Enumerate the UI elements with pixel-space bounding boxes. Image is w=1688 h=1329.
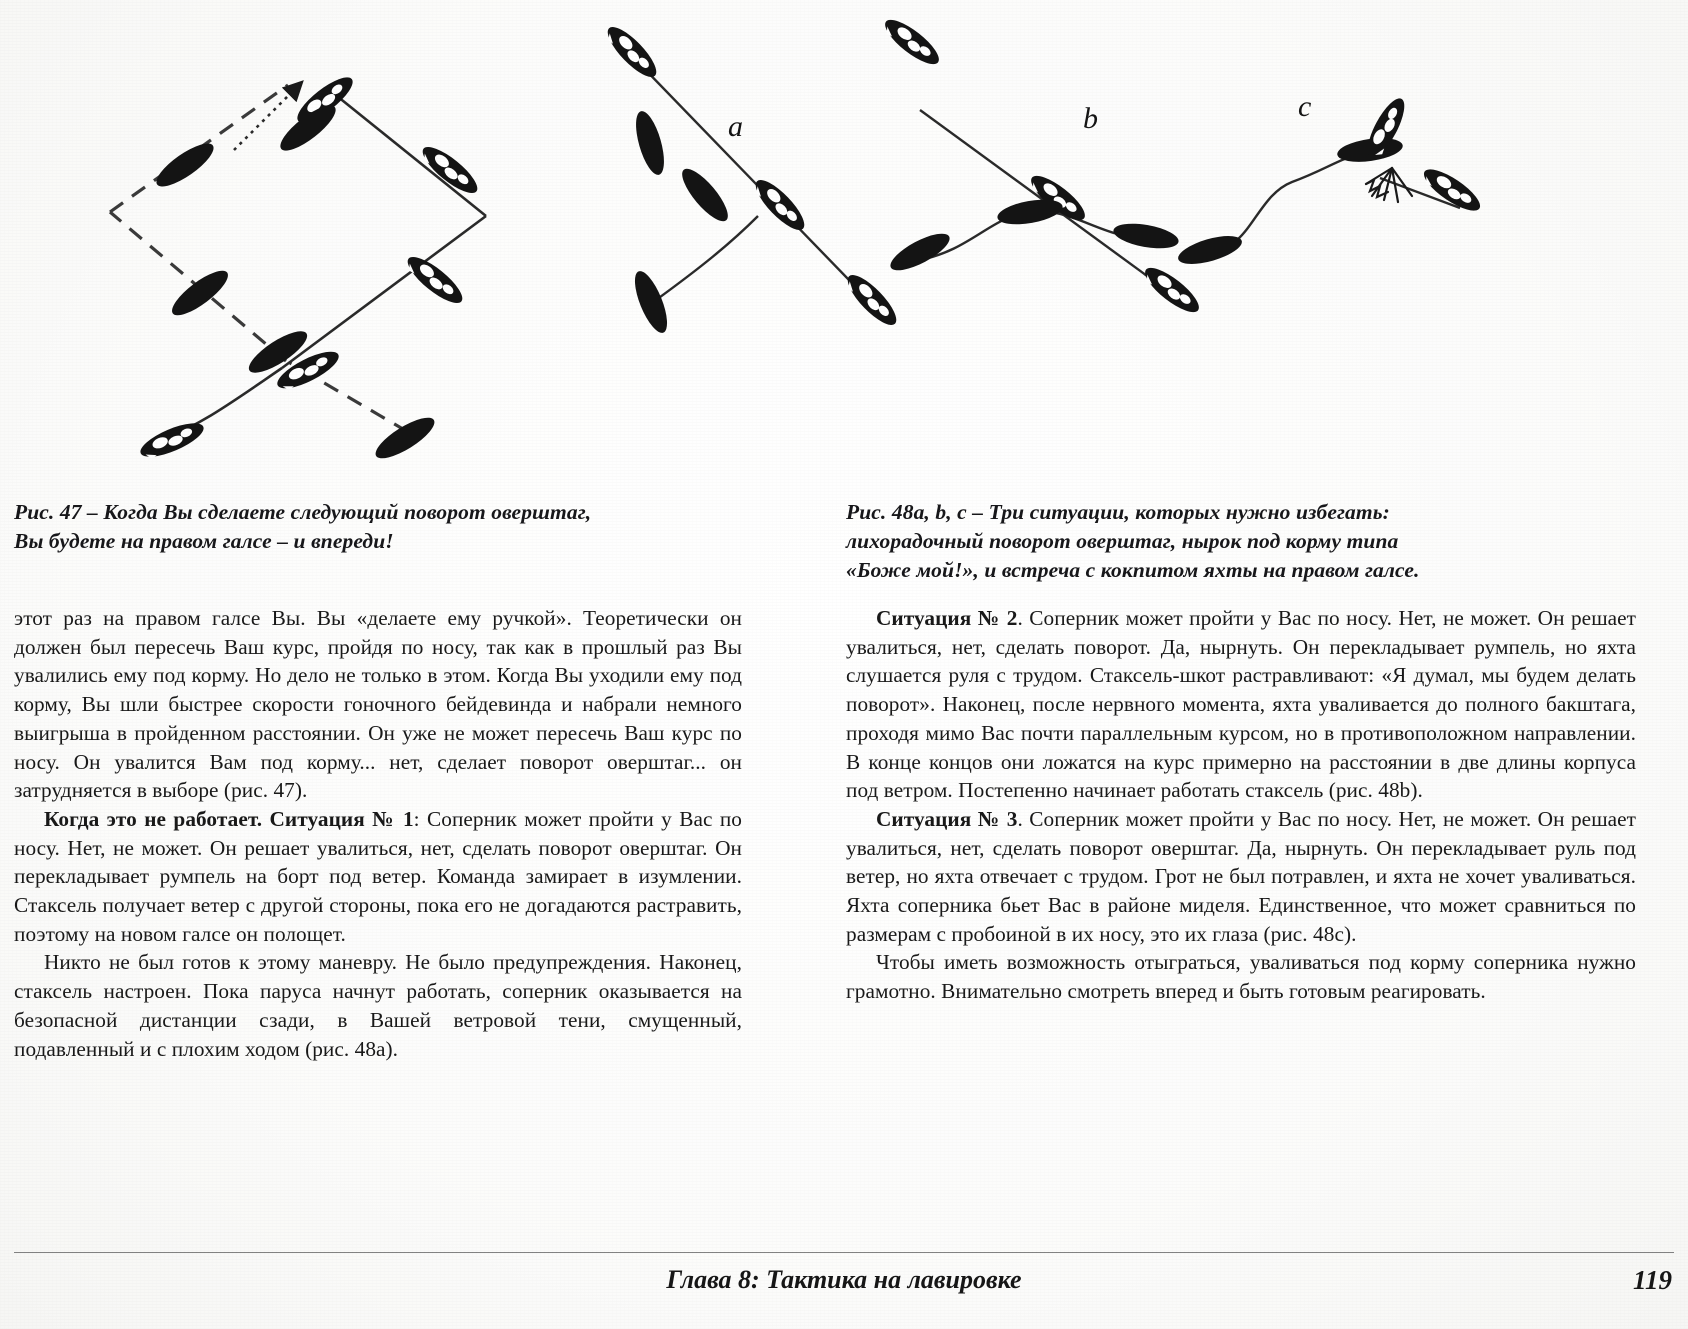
boat-your-c2 [1418, 162, 1485, 217]
situation-1-heading: Когда это не работает. Ситуация № 1 [44, 806, 414, 831]
right-paragraph-1 [846, 604, 1636, 805]
left-paragraph-2-text: : Соперник может пройти у Вас по носу. Нет, не может. Он решает увалиться, нет, сделать поворот оверштаг. Он перекладывает румпель на борт под ветер. Команда замирает в изумлении. Стаксель получает ветер с другой стороны, пока его не догадаются растравить, поэтому на новом галсе он полощет. [14, 806, 742, 946]
boat-your-upper-right [417, 140, 484, 200]
figure-48-caption-line-1: Рис. 48a, b, c – Три ситуации, которых нужно избегать: [846, 500, 1390, 524]
boat-opponent-a2 [675, 163, 734, 228]
panel-b-label: b [1083, 102, 1098, 135]
figures-region [0, 0, 1688, 485]
boat-your-b1 [879, 13, 945, 71]
boat-your-bottom-left [136, 417, 207, 464]
footer-divider [14, 1252, 1674, 1253]
figure-48-diagram [580, 0, 1680, 485]
boat-opponent-b3 [1112, 219, 1181, 252]
right-text-column [846, 604, 1636, 1006]
page-footer [14, 1262, 1674, 1308]
figure-47-caption-line-1: Рис. 47 – Когда Вы сделаете следующий поворот оверштаг, [14, 500, 592, 524]
collision-impact-icon [1366, 168, 1412, 202]
boat-your-a1 [601, 21, 663, 84]
panel-b [879, 13, 1205, 319]
panel-a-opponent-track [656, 216, 758, 300]
boat-your-mid-right [402, 250, 469, 310]
left-paragraph-3: Никто не был готов к этому маневру. Не было предупреждения. Наконец, стаксель настроен. Пока паруса начнут работать, соперник оказывается на безопасной дистанции сзади, в Вашей ветровой тени, смущенный, подавленный и с плохим ходом (рис. 48a). [14, 950, 742, 1061]
boat-your-a3 [841, 269, 903, 332]
panel-c-opponent-track [1212, 152, 1370, 250]
figure-47-caption-line-2: Вы будете на правом галсе – и впереди! [14, 529, 394, 553]
boat-opponent-c1 [1175, 230, 1245, 269]
page-number: 119 [1632, 1265, 1672, 1295]
boat-your-a2 [749, 174, 811, 237]
right-paragraph-2-text: . Соперник может пройти у Вас по носу. Нет, не может. Он решает увалиться, нет, сделать поворот оверштаг. Да, нырнуть. Он перекладывает руль под ветер, но яхта отвечает с трудом. Грот не был потравлен, и яхта не хочет уваливаться. Яхта соперника бьет Вас в районе миделя. Единственное, что может сравниться по размерам с пробоиной в их носу, это их глаза (рис. 48c). [846, 806, 1637, 946]
panel-c-label: c [1298, 90, 1312, 123]
panel-a [601, 21, 903, 337]
left-paragraph-2 [14, 805, 742, 949]
body-text [0, 604, 1688, 1164]
left-paragraph-1: этот раз на правом галсе Вы. Вы «делаете ему ручкой». Теоретически он должен был пересечь Ваш курс, пройдя по носу, так как в прошлый раз Вы увалились ему под корму. Но дело не только в этом. Когда Вы уходили ему под корму, Вы шли быстрее скорости гоночного бейдевинда и набрали немного выигрыша в пройденном расстоянии. Он уже не может пересечь Ваш курс по носу. Он увалится Вам под корму... нет, сделает поворот оверштаг... он затрудняется в выборе (рис. 47). [14, 606, 742, 803]
boat-opponent-upper-left [151, 136, 219, 193]
figure-48-caption-line-2: лихорадочный поворот оверштаг, нырок под корму типа [846, 529, 1399, 553]
panel-c [1175, 90, 1485, 270]
situation-2-heading: Ситуация № 2 [876, 606, 1018, 630]
left-text-column [14, 604, 742, 1063]
right-paragraph-2 [846, 805, 1636, 949]
chapter-title: Глава 8: Тактика на лавировке [666, 1265, 1022, 1294]
boat-opponent-a3 [628, 267, 673, 336]
opponent-track-dashed [110, 85, 408, 432]
figure-47-caption [14, 498, 774, 556]
boat-opponent-a1 [630, 108, 669, 178]
figure-48-caption-line-3: «Боже мой!», и встреча с кокпитом яхты на правом галсе. [846, 558, 1420, 582]
right-paragraph-3: Чтобы иметь возможность отыграться, уваливаться под корму соперника нужно грамотно. Внимательно смотреть вперед и быть готовым реагировать. [846, 950, 1636, 1004]
situation-3-heading: Ситуация № 3 [876, 806, 1018, 831]
panel-a-label: a [728, 110, 743, 143]
boat-your-b3 [1139, 261, 1205, 319]
figure-captions [0, 498, 1688, 594]
right-paragraph-1-text: . Соперник может пройти у Вас по носу. Нет, не может. Он решает увалиться, нет, сделать поворот. Да, нырнуть. Он перекладывает румпель, но яхта слушается руля с трудом. Стаксель-шкот растравливают: «Я думал, мы будем делать поворот». Наконец, после нервного момента, яхта уваливается до полного бакштага, проходя мимо Вас почти параллельным курсом, но в противоположном направлении. В конце концов они ложатся на курс примерно на расстоянии в две длины корпуса под ветром. Постепенно начинает работать стаксель (рис. 48b). [846, 606, 1637, 803]
boat-opponent-lower-left [166, 264, 234, 322]
figure-48-caption [846, 498, 1636, 585]
boat-opponent-bottom-right [370, 411, 439, 466]
